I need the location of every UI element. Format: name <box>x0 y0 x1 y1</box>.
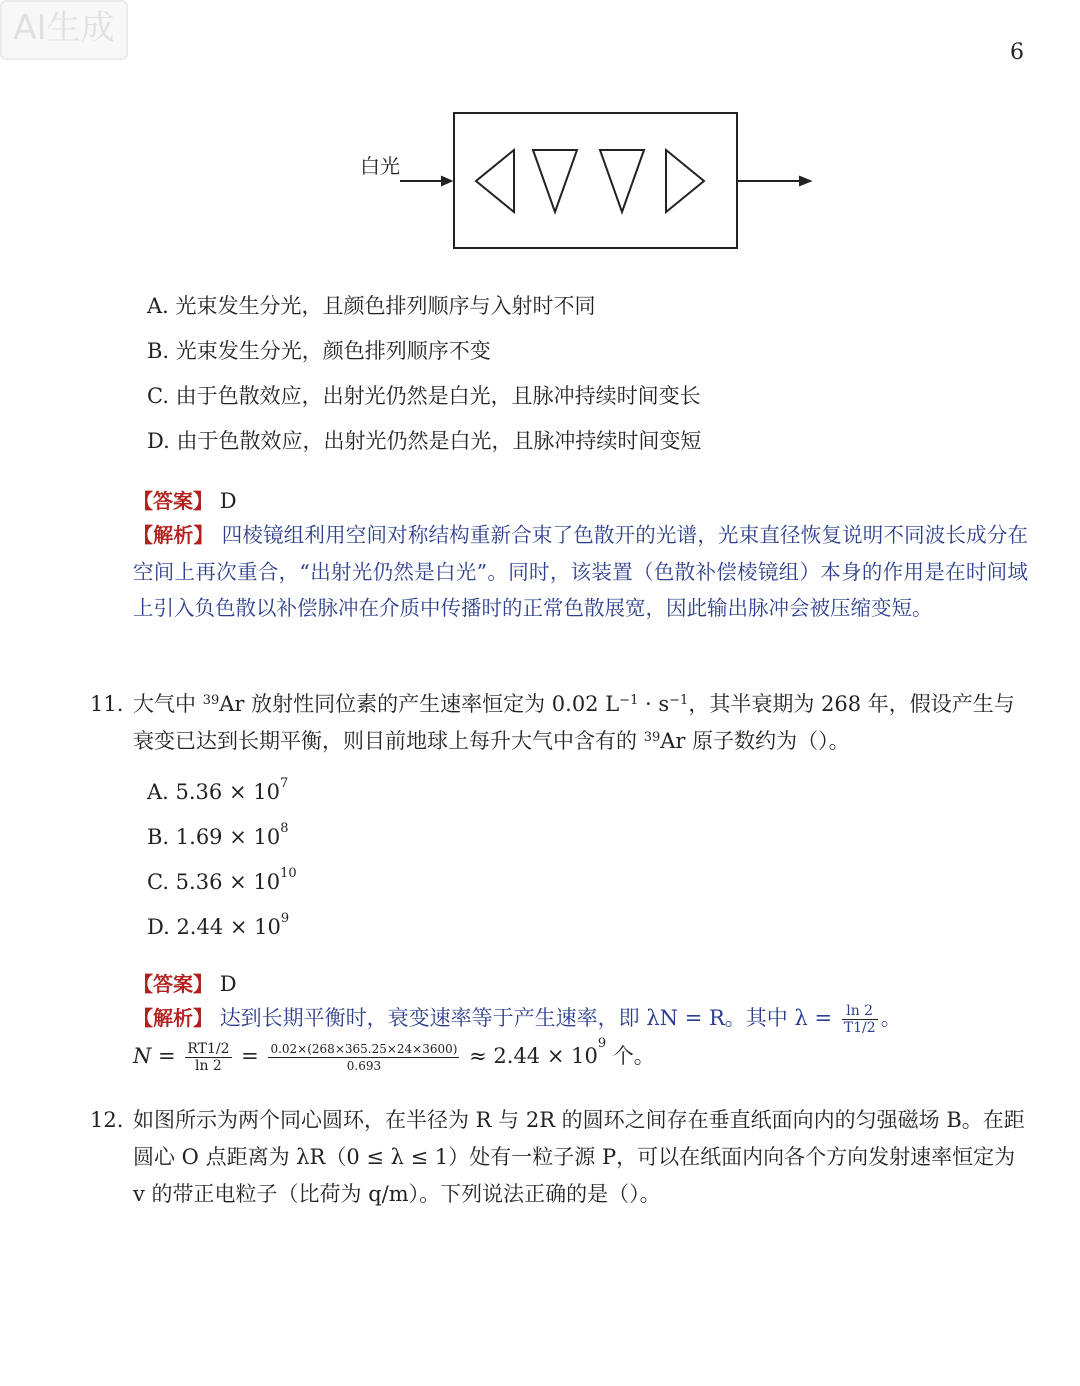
page-number: 6 <box>1010 40 1024 65</box>
answer-value: D <box>219 972 237 996</box>
output-arrow-head <box>800 177 810 185</box>
answer-tag: 【答案】 <box>133 972 213 996</box>
q11-formula: N = $\frac{RT1/2}{\ln 2}$ = $\frac{0.02\times(268\times 365.25\times 24\times 3600)}{0.693}$ ≈ $2.44 \times 10^9$ 个。 <box>133 1036 655 1074</box>
analysis-tag: 【解析】 <box>133 523 214 547</box>
q11-analysis: 【解析】 达到长期平衡时，衰变速率等于产生速率，即 λN = R。其中 λ = $\frac{\ln 2}{T1/2}$ 。 <box>133 1003 902 1036</box>
q10-answer <box>133 485 237 514</box>
analysis-tag: 【解析】 <box>133 1006 213 1030</box>
prism-figure <box>350 100 830 260</box>
q11-option-b: B. $1.69 \times 10^8$ <box>147 821 289 849</box>
q11-option-d: D. $2.44 \times 10^9$ <box>147 911 290 939</box>
q10-option-c: C. 由于色散效应，出射光仍然是白光，且脉冲持续时间变长 <box>147 384 701 408</box>
question-12 <box>90 1102 1028 1213</box>
question-number: 12. <box>90 1108 124 1132</box>
answer-tag: 【答案】 <box>133 489 213 513</box>
prism-1 <box>476 150 514 212</box>
q11-option-a: A. $5.36 \times 10^7$ <box>147 776 289 804</box>
question-text: 大气中 $^{39}$Ar 放射性同位素的产生速率恒定为 0.02 $L^{-1} \cdot s^{-1}$，其半衰期为 268 年，假设产生与衰变已达到长期平衡，则目前地球上每升大气中含有的 $^{39}$Ar 原子数约为（）。 <box>133 692 1015 753</box>
q10-analysis <box>133 517 1028 627</box>
lambda-fraction: $\frac{\ln 2}{T1/2}$ <box>843 1003 876 1036</box>
prism-4 <box>666 150 704 212</box>
prism-2 <box>533 150 577 212</box>
analysis-text: 四棱镜组利用空间对称结构重新合束了色散开的光谱，光束直径恢复说明不同波长成分在空间上再次重合，“出射光仍然是白光”。同时，该装置（色散补偿棱镜组）本身的作用是在时间域上引入负色散以补偿脉冲在介质中传播时的正常色散展宽，因此输出脉冲会被压缩变短。 <box>133 523 1029 620</box>
q11-answer <box>133 968 237 997</box>
q10-option-b: B. 光束发生分光，颜色排列顺序不变 <box>147 339 491 363</box>
prism-diagram <box>350 100 830 260</box>
question-11 <box>90 686 1028 760</box>
q10-option-a: A. 光束发生分光，且颜色排列顺序与入射时不同 <box>147 294 596 318</box>
prism-3 <box>600 150 644 212</box>
analysis-text: 达到长期平衡时，衰变速率等于产生速率，即 λN = R。其中 λ = <box>219 1006 839 1030</box>
q10-option-d: D. 由于色散效应，出射光仍然是白光，且脉冲持续时间变短 <box>147 429 702 453</box>
question-text: 如图所示为两个同心圆环，在半径为 R 与 2R 的圆环之间存在垂直纸面向内的匀强磁场 B。在距圆心 O 点距离为 λR（0 ≤ λ ≤ 1）处有一粒子源 P，可以在纸面内向各个方向发射速率恒定为 v 的带正电粒子（比荷为 q/m）。下列说法正确的是（）。 <box>133 1108 1025 1206</box>
white-light-label: 白光 <box>360 154 400 178</box>
q11-option-c: C. $5.36 \times 10^{10}$ <box>147 866 297 894</box>
input-arrow-head <box>442 177 451 185</box>
answer-value: D <box>219 489 237 513</box>
formula-fraction-2: $\frac{0.02\times(268\times 365.25\times 24\times 3600)}{0.693}$ <box>270 1042 458 1073</box>
question-number: 11. <box>90 692 124 716</box>
formula-fraction-1: $\frac{RT1/2}{\ln 2}$ <box>187 1041 230 1074</box>
ai-generated-watermark: AI生成 <box>0 0 128 60</box>
